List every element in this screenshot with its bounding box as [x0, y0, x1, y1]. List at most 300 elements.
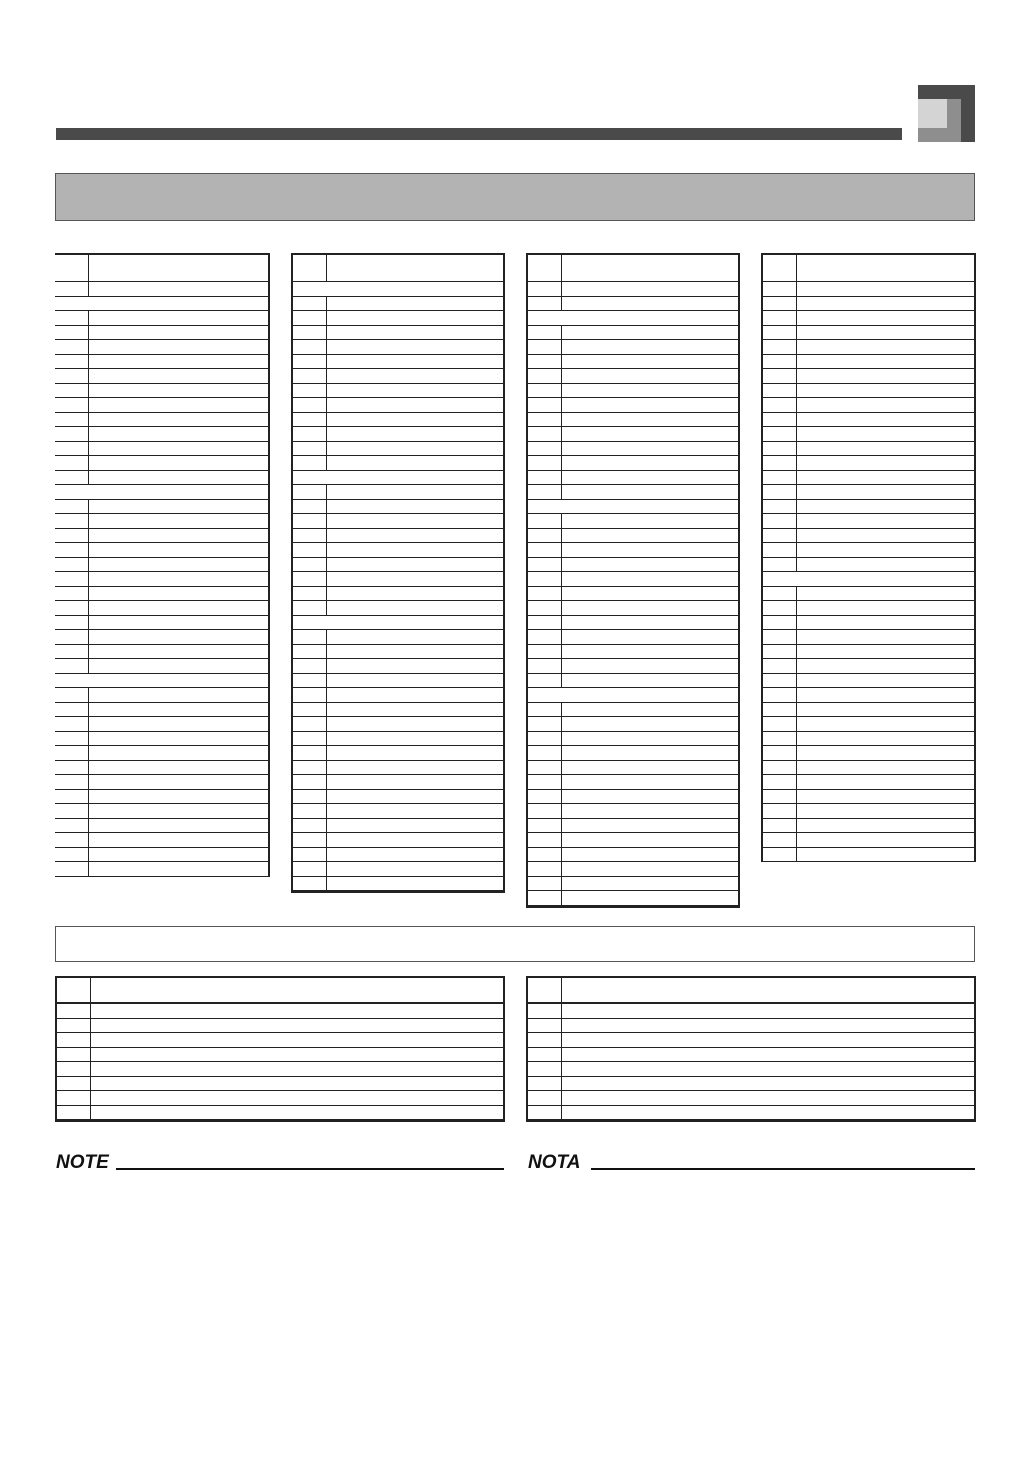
- number-cell: [763, 717, 797, 731]
- table-row: [763, 674, 974, 689]
- table-row: [55, 427, 268, 442]
- number-header-cell: [293, 255, 327, 281]
- table-row: [528, 877, 738, 892]
- number-cell: [763, 790, 797, 804]
- table-row: [528, 630, 738, 645]
- table-row: [293, 442, 503, 457]
- table-row: [55, 442, 268, 457]
- number-cell: [57, 1062, 91, 1076]
- number-cell: [55, 630, 89, 644]
- number-cell: [55, 384, 89, 398]
- table-row: [55, 746, 268, 761]
- table-row: [55, 848, 268, 863]
- table-row: [763, 616, 974, 631]
- table-row: [528, 761, 738, 776]
- table-row: [763, 775, 974, 790]
- number-cell: [763, 848, 797, 862]
- table-row: [528, 819, 738, 834]
- group-header-row: [293, 282, 503, 297]
- number-cell: [293, 514, 327, 528]
- number-cell: [293, 645, 327, 659]
- table-row: [55, 601, 268, 616]
- number-cell: [293, 529, 327, 543]
- table-row: [528, 384, 738, 399]
- table-row: [57, 1091, 503, 1106]
- number-cell: [528, 355, 562, 369]
- number-cell: [763, 384, 797, 398]
- number-cell: [55, 297, 89, 311]
- number-cell: [763, 471, 797, 485]
- table-row: [763, 630, 974, 645]
- table-row: [293, 558, 503, 573]
- number-cell: [57, 1048, 91, 1062]
- table-row: [528, 282, 738, 297]
- table-row: [293, 732, 503, 747]
- table-row: [528, 456, 738, 471]
- number-cell: [55, 746, 89, 760]
- number-cell: [763, 775, 797, 789]
- table-row: [293, 775, 503, 790]
- table-row: [55, 471, 268, 486]
- table-row: [293, 862, 503, 877]
- table-row: [528, 674, 738, 689]
- number-cell: [293, 427, 327, 441]
- table-row: [528, 398, 738, 413]
- number-cell: [293, 543, 327, 557]
- number-cell: [528, 1106, 562, 1120]
- table-row: [293, 848, 503, 863]
- table-row: [293, 340, 503, 355]
- number-cell: [293, 877, 327, 891]
- number-cell: [528, 601, 562, 615]
- number-cell: [528, 456, 562, 470]
- number-cell: [293, 558, 327, 572]
- number-cell: [763, 311, 797, 325]
- number-cell: [293, 572, 327, 586]
- number-cell: [528, 1033, 562, 1047]
- number-cell: [55, 703, 89, 717]
- list-table-1: [55, 253, 270, 877]
- table-row: [57, 1048, 503, 1063]
- number-cell: [55, 645, 89, 659]
- table-row: [528, 1048, 974, 1063]
- number-cell: [528, 369, 562, 383]
- table-row: [293, 485, 503, 500]
- number-cell: [55, 500, 89, 514]
- number-cell: [528, 819, 562, 833]
- nota-label: NOTA: [528, 1152, 581, 1173]
- table-row: [763, 543, 974, 558]
- table-row: [55, 616, 268, 631]
- table-row: [528, 848, 738, 863]
- table-header-row: [528, 255, 738, 282]
- number-cell: [763, 340, 797, 354]
- number-cell: [763, 674, 797, 688]
- table-row: [55, 732, 268, 747]
- number-cell: [528, 587, 562, 601]
- number-cell: [55, 340, 89, 354]
- number-cell: [57, 1091, 91, 1105]
- table-row: [293, 587, 503, 602]
- number-cell: [528, 703, 562, 717]
- number-cell: [528, 746, 562, 760]
- number-cell: [293, 297, 327, 311]
- table-row: [293, 297, 503, 312]
- note-label: NOTE: [56, 1152, 109, 1173]
- number-cell: [763, 558, 797, 572]
- number-cell: [55, 732, 89, 746]
- table-row: [763, 340, 974, 355]
- number-cell: [763, 297, 797, 311]
- table-row: [528, 442, 738, 457]
- number-cell: [55, 587, 89, 601]
- number-cell: [528, 572, 562, 586]
- table-header-row: [293, 255, 503, 282]
- number-cell: [528, 311, 562, 325]
- table-row: [293, 572, 503, 587]
- number-cell: [55, 398, 89, 412]
- table-row: [293, 703, 503, 718]
- table-row: [293, 630, 503, 645]
- table-row: [57, 1004, 503, 1019]
- number-cell: [293, 485, 327, 499]
- number-cell: [528, 891, 562, 905]
- number-cell: [528, 471, 562, 485]
- number-cell: [528, 833, 562, 847]
- number-cell: [763, 746, 797, 760]
- number-cell: [528, 529, 562, 543]
- number-cell: [293, 630, 327, 644]
- number-cell: [293, 355, 327, 369]
- table-row: [57, 1077, 503, 1092]
- table-row: [763, 485, 974, 500]
- number-cell: [55, 761, 89, 775]
- number-cell: [528, 427, 562, 441]
- table-row: [528, 471, 738, 486]
- table-row: [763, 442, 974, 457]
- table-header-row: [55, 255, 268, 282]
- table-row: [528, 775, 738, 790]
- number-cell: [528, 659, 562, 673]
- table-row: [763, 398, 974, 413]
- table-row: [528, 340, 738, 355]
- number-cell: [55, 833, 89, 847]
- number-cell: [293, 862, 327, 876]
- number-cell: [763, 732, 797, 746]
- number-cell: [763, 456, 797, 470]
- table-row: [528, 558, 738, 573]
- table-row: [763, 529, 974, 544]
- table-row: [763, 471, 974, 486]
- number-cell: [528, 1019, 562, 1033]
- table-row: [528, 369, 738, 384]
- number-cell: [55, 543, 89, 557]
- table-row: [763, 790, 974, 805]
- table-row: [528, 645, 738, 660]
- list-table-2: [291, 253, 505, 893]
- number-cell: [55, 427, 89, 441]
- number-header-cell: [57, 978, 91, 1002]
- table-row: [293, 833, 503, 848]
- table-row: [55, 688, 268, 703]
- group-header-row: [763, 572, 974, 587]
- number-cell: [55, 369, 89, 383]
- table-row: [55, 384, 268, 399]
- group-header-row: [293, 471, 503, 486]
- number-cell: [763, 703, 797, 717]
- table-row: [57, 1033, 503, 1048]
- number-cell: [55, 775, 89, 789]
- table-row: [763, 659, 974, 674]
- number-cell: [293, 833, 327, 847]
- number-cell: [528, 297, 562, 311]
- number-cell: [293, 674, 327, 688]
- table-row: [55, 514, 268, 529]
- number-cell: [55, 601, 89, 615]
- table-row: [528, 601, 738, 616]
- number-cell: [763, 645, 797, 659]
- table-row: [763, 587, 974, 602]
- group-header-row: [55, 297, 268, 312]
- number-header-cell: [528, 255, 562, 281]
- number-cell: [293, 775, 327, 789]
- number-cell: [55, 413, 89, 427]
- number-cell: [293, 413, 327, 427]
- table-row: [528, 1033, 974, 1048]
- table-row: [528, 616, 738, 631]
- table-row: [528, 717, 738, 732]
- number-cell: [528, 282, 562, 296]
- table-row: [763, 732, 974, 747]
- number-cell: [763, 500, 797, 514]
- table-row: [528, 833, 738, 848]
- number-cell: [55, 326, 89, 340]
- number-cell: [55, 717, 89, 731]
- number-cell: [528, 514, 562, 528]
- number-cell: [528, 848, 562, 862]
- table-row: [293, 413, 503, 428]
- list-table-4: [761, 253, 976, 862]
- group-header-row: [293, 616, 503, 631]
- table-row: [763, 326, 974, 341]
- number-cell: [528, 674, 562, 688]
- number-cell: [293, 384, 327, 398]
- table-row: [55, 703, 268, 718]
- table-row: [55, 833, 268, 848]
- number-cell: [763, 761, 797, 775]
- table-row: [57, 1062, 503, 1077]
- group-header-row: [55, 674, 268, 689]
- table-row: [528, 587, 738, 602]
- table-row: [293, 717, 503, 732]
- number-cell: [55, 471, 89, 485]
- number-cell: [528, 1091, 562, 1105]
- number-cell: [293, 471, 327, 485]
- table-row: [55, 717, 268, 732]
- number-cell: [763, 282, 797, 296]
- number-cell: [55, 804, 89, 818]
- number-cell: [528, 340, 562, 354]
- number-cell: [293, 601, 327, 615]
- table-row: [763, 645, 974, 660]
- table-row: [293, 761, 503, 776]
- number-cell: [763, 529, 797, 543]
- number-cell: [763, 616, 797, 630]
- number-cell: [528, 645, 562, 659]
- table-header-row: [528, 978, 974, 1004]
- table-row: [55, 790, 268, 805]
- table-row: [57, 1106, 503, 1121]
- list-table-6: [526, 976, 976, 1122]
- table-row: [55, 862, 268, 877]
- table-row: [293, 645, 503, 660]
- number-cell: [763, 413, 797, 427]
- number-cell: [293, 500, 327, 514]
- table-row: [528, 1077, 974, 1092]
- table-row: [55, 558, 268, 573]
- number-cell: [528, 862, 562, 876]
- table-row: [763, 311, 974, 326]
- table-row: [763, 384, 974, 399]
- table-row: [528, 326, 738, 341]
- number-cell: [293, 282, 327, 296]
- number-cell: [55, 355, 89, 369]
- number-cell: [293, 746, 327, 760]
- number-cell: [528, 543, 562, 557]
- number-header-cell: [528, 978, 562, 1002]
- list-table-3: [526, 253, 740, 908]
- table-row: [55, 761, 268, 776]
- number-cell: [57, 1033, 91, 1047]
- table-row: [55, 645, 268, 660]
- number-cell: [528, 384, 562, 398]
- number-cell: [293, 688, 327, 702]
- number-cell: [293, 616, 327, 630]
- table-row: [528, 543, 738, 558]
- number-cell: [528, 413, 562, 427]
- number-cell: [763, 427, 797, 441]
- table-row: [763, 369, 974, 384]
- number-cell: [293, 442, 327, 456]
- table-row: [528, 659, 738, 674]
- number-cell: [528, 732, 562, 746]
- table-row: [293, 529, 503, 544]
- number-cell: [293, 456, 327, 470]
- number-cell: [763, 514, 797, 528]
- number-cell: [55, 514, 89, 528]
- number-cell: [55, 819, 89, 833]
- number-cell: [528, 442, 562, 456]
- table-row: [528, 514, 738, 529]
- number-cell: [763, 804, 797, 818]
- table-row: [528, 746, 738, 761]
- table-row: [293, 311, 503, 326]
- number-cell: [55, 848, 89, 862]
- table-row: [763, 717, 974, 732]
- table-row: [55, 543, 268, 558]
- number-cell: [763, 485, 797, 499]
- number-header-cell: [763, 255, 797, 281]
- table-header-row: [763, 255, 974, 282]
- table-row: [293, 398, 503, 413]
- group-header-row: [528, 500, 738, 515]
- group-header-row: [55, 485, 268, 500]
- number-cell: [763, 398, 797, 412]
- number-cell: [293, 717, 327, 731]
- number-cell: [528, 558, 562, 572]
- table-row: [293, 688, 503, 703]
- table-row: [528, 804, 738, 819]
- table-row: [763, 427, 974, 442]
- corner-tab-inner: [918, 99, 947, 128]
- section-title-band: [55, 173, 975, 221]
- number-cell: [763, 630, 797, 644]
- number-cell: [55, 558, 89, 572]
- number-cell: [293, 819, 327, 833]
- table-row: [293, 500, 503, 515]
- table-row: [763, 413, 974, 428]
- number-cell: [55, 282, 89, 296]
- number-cell: [763, 659, 797, 673]
- table-header-row: [57, 978, 503, 1004]
- table-row: [763, 558, 974, 573]
- table-row: [55, 819, 268, 834]
- number-cell: [293, 732, 327, 746]
- nota-rule: [591, 1168, 975, 1170]
- number-cell: [55, 616, 89, 630]
- table-row: [57, 1019, 503, 1034]
- number-cell: [763, 369, 797, 383]
- number-cell: [55, 790, 89, 804]
- number-cell: [55, 442, 89, 456]
- table-row: [763, 819, 974, 834]
- table-row: [55, 340, 268, 355]
- table-row: [293, 384, 503, 399]
- number-cell: [528, 398, 562, 412]
- table-row: [528, 355, 738, 370]
- number-cell: [528, 790, 562, 804]
- table-row: [55, 804, 268, 819]
- table-row: [293, 804, 503, 819]
- table-row: [55, 311, 268, 326]
- number-cell: [763, 326, 797, 340]
- number-cell: [763, 833, 797, 847]
- table-row: [528, 790, 738, 805]
- table-row: [528, 891, 738, 906]
- number-cell: [293, 848, 327, 862]
- table-row: [55, 398, 268, 413]
- table-row: [528, 427, 738, 442]
- number-cell: [55, 529, 89, 543]
- table-row: [763, 601, 974, 616]
- number-cell: [55, 862, 89, 876]
- table-row: [528, 703, 738, 718]
- table-row: [293, 514, 503, 529]
- group-header-row: [528, 311, 738, 326]
- number-cell: [763, 601, 797, 615]
- table-row: [763, 297, 974, 312]
- table-row: [293, 369, 503, 384]
- table-row: [293, 659, 503, 674]
- number-cell: [55, 674, 89, 688]
- number-cell: [528, 775, 562, 789]
- table-row: [528, 529, 738, 544]
- number-cell: [55, 311, 89, 325]
- number-header-cell: [55, 255, 89, 281]
- number-cell: [528, 1062, 562, 1076]
- table-row: [55, 355, 268, 370]
- number-cell: [528, 616, 562, 630]
